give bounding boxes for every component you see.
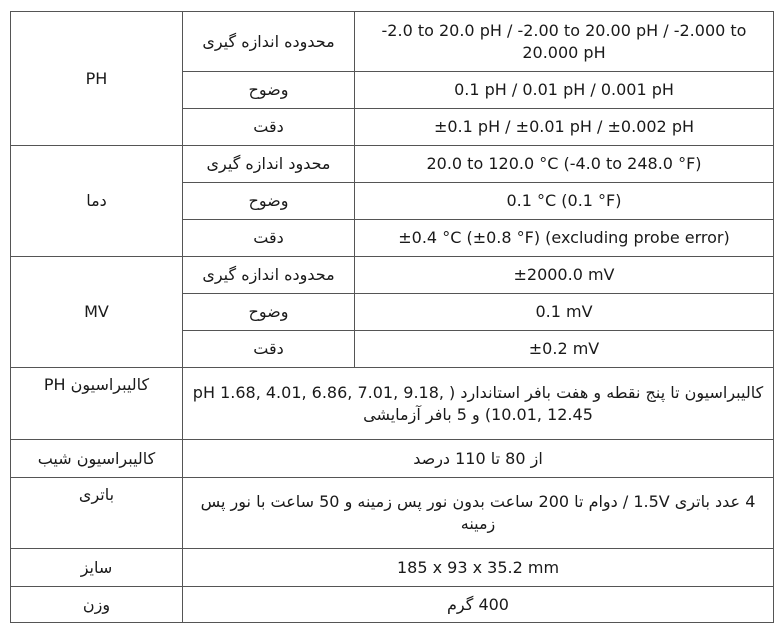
table-row (11, 587, 774, 623)
row-value-size: 185 x 93 x 35.2 mm (183, 549, 774, 587)
param-label: محدوده اندازه گیری (183, 12, 355, 72)
table-row (11, 549, 774, 587)
param-value: ±0.2 mV (355, 331, 774, 368)
table-row (11, 257, 774, 294)
row-value-ph-calibration: کالیبراسیون تا پنج نقطه و هفت بافر استاندارد ( pH 1.68, 4.01, 6.86, 7.01, 9.18, 10.01, 12.45) و 5 بافر آزمایشی (183, 368, 774, 440)
param-value: ±0.1 pH / ±0.01 pH / ±0.002 pH (355, 109, 774, 146)
row-value-slope-calibration: از 80 تا 110 درصد (183, 440, 774, 478)
param-label: دقت (183, 220, 355, 257)
param-value: ±2000.0 mV (355, 257, 774, 294)
param-value: ±0.4 °C (±0.8 °F) (excluding probe error) (355, 220, 774, 257)
row-label-slope-calibration: کالیبراسیون شیب (11, 440, 183, 478)
table-row (11, 368, 774, 440)
group-label-ph: PH (11, 12, 183, 146)
table-row (11, 440, 774, 478)
param-value: 0.1 °C (0.1 °F) (355, 183, 774, 220)
group-label-mv: MV (11, 257, 183, 368)
row-label-size: سایز (11, 549, 183, 587)
param-label: محدوده اندازه گیری (183, 257, 355, 294)
row-label-battery: باتری (11, 478, 183, 549)
table-row (11, 478, 774, 549)
table-row (11, 12, 774, 72)
param-label: دقت (183, 331, 355, 368)
table-row (11, 146, 774, 183)
param-value: -2.0 to 20.0 pH / -2.00 to 20.00 pH / -2.000 to 20.000 pH (355, 12, 774, 72)
param-value: 0.1 pH / 0.01 pH / 0.001 pH (355, 72, 774, 109)
specifications-table (10, 11, 774, 623)
row-label-ph-calibration: کالیبراسیون PH (11, 368, 183, 440)
group-label-temperature: دما (11, 146, 183, 257)
row-value-weight: 400 گرم (183, 587, 774, 623)
param-label: وضوح (183, 183, 355, 220)
param-label: وضوح (183, 72, 355, 109)
param-value: 0.1 mV (355, 294, 774, 331)
param-value: 20.0 to 120.0 °C (-4.0 to 248.0 °F) (355, 146, 774, 183)
row-value-battery: 4 عدد باتری 1.5V / دوام تا 200 ساعت بدون نور پس زمینه و 50 ساعت با نور پس زمینه (183, 478, 774, 549)
param-label: دقت (183, 109, 355, 146)
param-label: وضوح (183, 294, 355, 331)
param-label: محدود اندازه گیری (183, 146, 355, 183)
row-label-weight: وزن (11, 587, 183, 623)
